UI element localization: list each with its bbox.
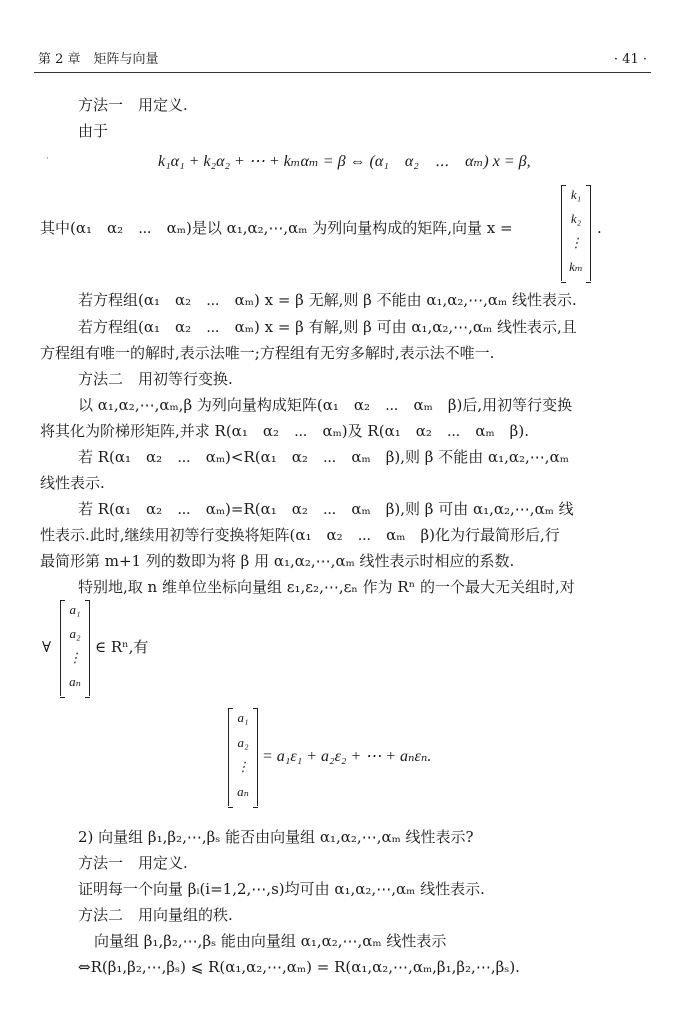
method-one-heading: 方法一 用定义.: [78, 96, 188, 114]
a-display-entry-1: a₁: [237, 710, 249, 725]
a-display-entry-2: a₂: [237, 735, 249, 750]
period: .: [597, 219, 602, 237]
rank-less-text: 若 R(α₁ α₂ ⋯ αₘ)<R(α₁ α₂ ⋯ αₘ β),则 β 不能由 α₁,α₂,⋯,αₘ: [78, 448, 569, 466]
method-two-heading: 方法二 用初等行变换.: [78, 370, 233, 388]
question-2-text: 2) 向量组 β₁,β₂,⋯,βₛ 能否由向量组 α₁,α₂,⋯,αₘ 线性表示?: [78, 828, 474, 846]
x-entry-1: k₁: [570, 187, 582, 202]
unit-vector-expansion: = a₁ε₁ + a₂ε₂ + ⋯ + aₙεₙ.: [262, 748, 432, 765]
rank-equal-text-2: 性表示.此时,继续用初等行变换将矩阵(α₁ α₂ ⋯ αₘ β)化为行最简形后,行: [40, 526, 560, 544]
x-entry-2: k₂: [570, 211, 582, 226]
chapter-title: 第 2 章 矩阵与向量: [38, 52, 159, 67]
rank-equal-text-3: 最简形第 m+1 列的数即为将 β 用 α₁,α₂,⋯,αₘ 线性表示时相应的系数.: [40, 552, 515, 570]
q2-method-two-heading: 方法二 用向量组的秩.: [78, 906, 233, 924]
in-rn-text: ∈ Rⁿ,有: [95, 638, 149, 656]
x-column-vector: [561, 185, 591, 281]
has-solution-text: 若方程组(α₁ α₂ ⋯ αₘ) x = β 有解,则 β 可由 α₁,α₂,⋯,αₘ 线性表示,且: [78, 318, 577, 336]
margin-mark: ·: [46, 154, 49, 164]
uniqueness-text: 方程组有唯一的解时,表示法唯一;方程组有无穷多解时,表示法不唯一.: [40, 344, 495, 362]
a-column-vector-display: [228, 708, 258, 806]
q2-method-two-text: 向量组 β₁,β₂,⋯,βₛ 能由向量组 α₁,α₂,⋯,αₘ 线性表示: [94, 932, 447, 950]
q2-method-one-text: 证明每一个向量 βᵢ(i=1,2,⋯,s)均可由 α₁,α₂,⋯,αₘ 线性表示.: [78, 880, 485, 898]
rank-equal-text: 若 R(α₁ α₂ ⋯ αₘ)=R(α₁ α₂ ⋯ αₘ β),则 β 可由 α₁,α₂,⋯,αₘ 线: [78, 500, 574, 518]
row-transform-text-2: 将其化为阶梯形矩阵,并求 R(α₁ α₂ ⋯ αₘ)及 R(α₁ α₂ ⋯ αₘ β).: [40, 422, 529, 440]
x-entry-3: ⋮: [569, 235, 583, 250]
row-transform-text-1: 以 α₁,α₂,⋯,αₘ,β 为列向量构成矩阵(α₁ α₂ ⋯ αₘ β)后,用初等行变换: [78, 396, 573, 414]
a-display-entry-3: ⋮: [236, 759, 250, 774]
no-solution-text: 若方程组(α₁ α₂ ⋯ αₘ) x = β 无解,则 β 不能由 α₁,α₂,⋯,αₘ 线性表示.: [78, 291, 577, 309]
unit-vector-text: 特别地,取 n 维单位坐标向量组 ε₁,ε₂,⋯,εₙ 作为 Rⁿ 的一个最大无关组时,对: [78, 578, 575, 596]
x-entry-4: kₘ: [569, 259, 583, 274]
header-rule: [34, 72, 651, 73]
rank-less-text-end: 线性表示.: [40, 474, 105, 492]
a-entry-2: a₂: [69, 626, 81, 641]
forall-symbol: ∀: [42, 638, 52, 656]
matrix-definition-text: 其中(α₁ α₂ ⋯ αₘ)是以 α₁,α₂,⋯,αₘ 为列向量构成的矩阵,向量 x =: [40, 219, 513, 237]
a-entry-3: ⋮: [68, 650, 82, 665]
text-since: 由于: [78, 122, 109, 140]
rank-equivalence-formula: ⇔R(β₁,β₂,⋯,βₛ) ⩽ R(α₁,α₂,⋯,αₘ) = R(α₁,α₂,⋯,αₘ,β₁,β₂,⋯,βₛ).: [78, 958, 520, 976]
page-number: · 41 ·: [613, 52, 647, 67]
a-entry-1: a₁: [69, 602, 81, 617]
a-column-vector-inline: [60, 600, 90, 696]
a-entry-4: aₙ: [69, 674, 81, 689]
running-head: [34, 50, 651, 70]
a-display-entry-4: aₙ: [237, 784, 249, 799]
linear-combination-formula: k₁α₁ + k₂α₂ + ⋯ + kₘαₘ = β ⇔ (α₁ α₂ ⋯ αₘ) x = β,: [158, 153, 531, 170]
q2-method-one-heading: 方法一 用定义.: [78, 854, 188, 872]
